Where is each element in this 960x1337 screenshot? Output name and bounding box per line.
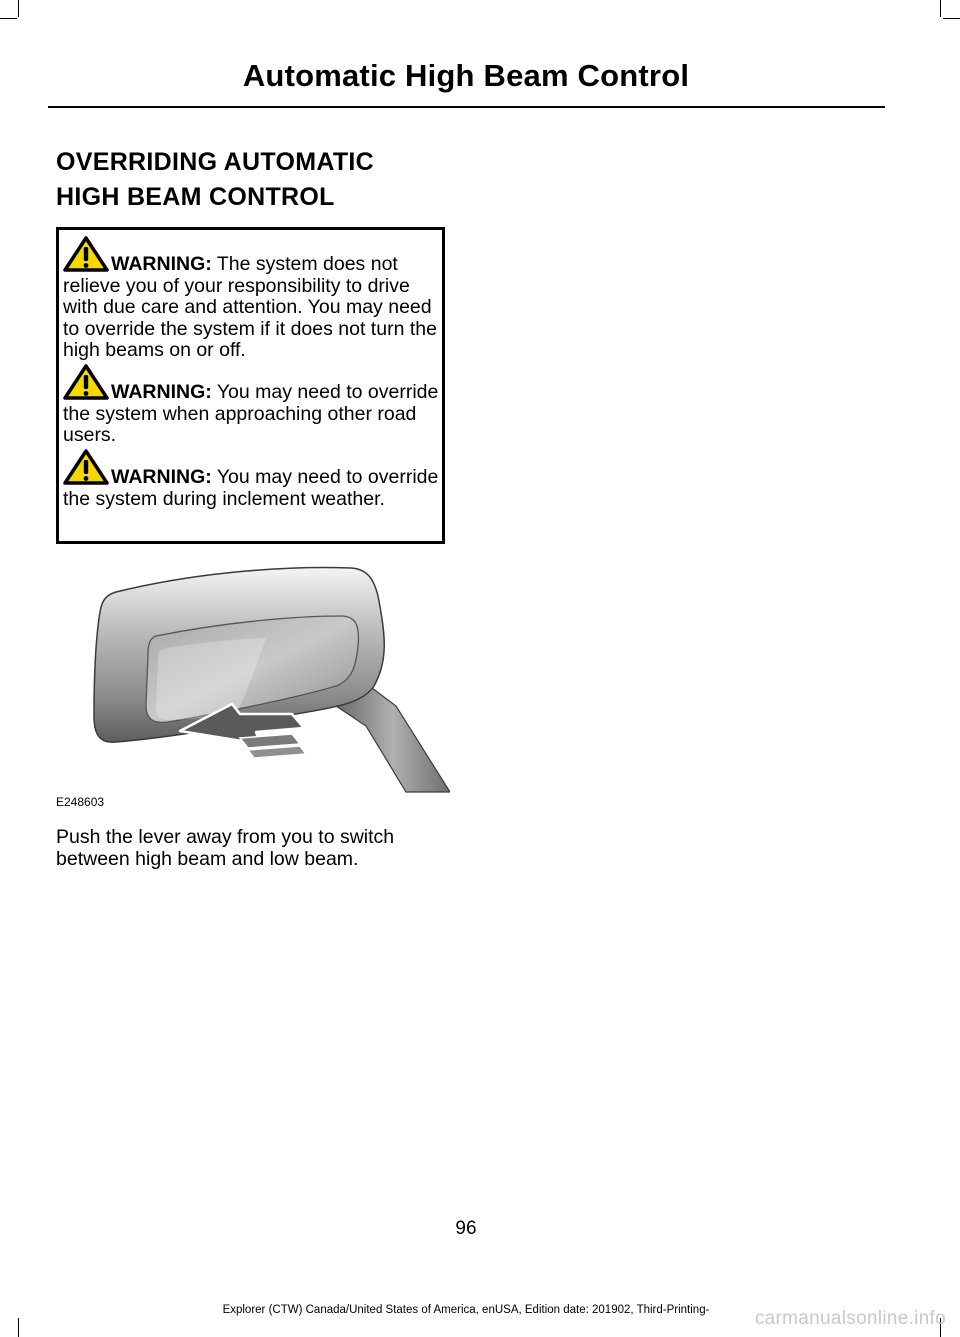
warning-3 (63, 465, 441, 510)
warning-text: The system does not relieve you of your responsibility to drive with due care and attention. You may need to override the system if it does not turn the high beams on or off. (63, 253, 437, 361)
warning-triangle-icon (63, 252, 111, 272)
section-heading-line-1: OVERRIDING AUTOMATIC (56, 148, 375, 176)
site-watermark: carmanualsonline.info (754, 1308, 946, 1329)
crop-mark (0, 18, 17, 19)
warning-text: You may need to override the system when approaching other road users. (63, 381, 439, 446)
crop-mark (18, 1318, 19, 1337)
warning-label: WARNING: (111, 253, 212, 275)
mirror-illustration (56, 556, 450, 812)
warning-triangle-icon (63, 380, 111, 400)
crop-mark (18, 0, 19, 17)
warning-1 (63, 252, 441, 362)
warning-2 (63, 380, 441, 447)
section-heading-line-2: HIGH BEAM CONTROL (56, 183, 335, 211)
warning-box (56, 227, 445, 544)
warning-label: WARNING: (111, 381, 212, 403)
warning-triangle-icon (63, 465, 111, 485)
section-heading (56, 145, 456, 215)
instruction-text: Push the lever away from you to switch between high beam and low beam. (56, 826, 395, 870)
page-number: 96 (455, 1218, 477, 1239)
crop-mark (940, 0, 941, 17)
page-header-title: Automatic High Beam Control (242, 58, 690, 93)
high-beam-lever-illustration (56, 556, 450, 812)
crop-mark (943, 18, 960, 19)
warning-label: WARNING: (111, 466, 212, 488)
header-divider (48, 106, 885, 108)
edition-footer: Explorer (CTW) Canada/United States of America, enUSA, Edition date: 201902, Third-Printing- (222, 1304, 710, 1316)
figure-code: E248603 (56, 795, 105, 809)
warning-text: You may need to override the system during inclement weather. (63, 466, 439, 510)
